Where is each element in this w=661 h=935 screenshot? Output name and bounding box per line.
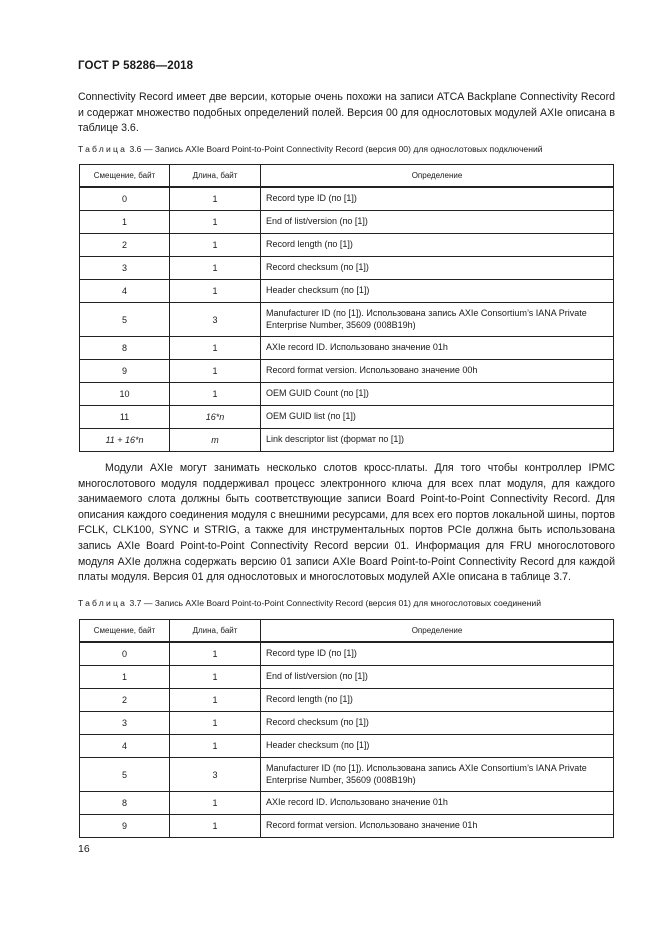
page-number: 16 — [78, 843, 90, 855]
header-length: Длина, байт — [170, 620, 261, 643]
cell-length: 1 — [170, 337, 261, 360]
cell-offset: 2 — [80, 689, 170, 712]
table-row — [80, 429, 614, 452]
cell-definition: Manufacturer ID (по [1]). Использована запись AXIe Consortium’s IANA Private Enterprise Number, 35609 (008B19h) — [261, 758, 614, 792]
table-row — [80, 383, 614, 406]
cell-offset: 4 — [80, 280, 170, 303]
table-row — [80, 758, 614, 792]
cell-definition: Record length (по [1]) — [261, 234, 614, 257]
cell-offset: 11 + 16*n — [80, 429, 170, 452]
cell-definition: Header checksum (по [1]) — [261, 735, 614, 758]
cell-offset: 5 — [80, 303, 170, 337]
table-row — [80, 280, 614, 303]
header-definition: Определение — [261, 620, 614, 643]
cell-length: 1 — [170, 735, 261, 758]
cell-definition: Link descriptor list (формат по [1]) — [261, 429, 614, 452]
table-caption-text: 3.6 — Запись AXIe Board Point-to-Point Connectivity Record (версия 00) для однослотовых подключений — [127, 144, 543, 154]
header-definition: Определение — [261, 165, 614, 188]
cell-definition: Record length (по [1]) — [261, 689, 614, 712]
cell-definition: OEM GUID list (по [1]) — [261, 406, 614, 429]
cell-definition: OEM GUID Count (по [1]) — [261, 383, 614, 406]
table-header-row — [80, 165, 614, 188]
table-row — [80, 406, 614, 429]
paragraph-intro-text: Connectivity Record имеет две версии, которые очень похожи на записи ATCA Backplane Connectivity Record и содержат множество подобных определений полей. Версия 00 для однослотовых модулей AXIe описана в таблице 3.6. — [78, 91, 615, 135]
cell-offset: 0 — [80, 187, 170, 211]
cell-offset: 9 — [80, 815, 170, 838]
cell-offset: 1 — [80, 211, 170, 234]
table-row — [80, 337, 614, 360]
cell-offset: 0 — [80, 642, 170, 666]
cell-offset: 8 — [80, 337, 170, 360]
cell-offset: 10 — [80, 383, 170, 406]
table-3-6 — [79, 164, 614, 452]
header-offset: Смещение, байт — [80, 620, 170, 643]
cell-offset: 3 — [80, 257, 170, 280]
cell-definition: Manufacturer ID (по [1]). Использована запись AXIe Consortium’s IANA Private Enterprise Number, 35609 (008B19h) — [261, 303, 614, 337]
table-row — [80, 815, 614, 838]
cell-offset: 11 — [80, 406, 170, 429]
cell-length: 1 — [170, 815, 261, 838]
cell-offset: 4 — [80, 735, 170, 758]
cell-length: 1 — [170, 257, 261, 280]
cell-definition: AXIe record ID. Использовано значение 01h — [261, 337, 614, 360]
table-row — [80, 792, 614, 815]
cell-offset: 2 — [80, 234, 170, 257]
cell-definition: Header checksum (по [1]) — [261, 280, 614, 303]
cell-length: 1 — [170, 234, 261, 257]
cell-offset: 3 — [80, 712, 170, 735]
header-length: Длина, байт — [170, 165, 261, 188]
table-row — [80, 712, 614, 735]
document-header: ГОСТ Р 58286—2018 — [78, 60, 194, 72]
table-row — [80, 187, 614, 211]
cell-length: 3 — [170, 758, 261, 792]
table-row — [80, 303, 614, 337]
cell-length: 3 — [170, 303, 261, 337]
cell-length: 1 — [170, 187, 261, 211]
table-row — [80, 234, 614, 257]
table-row — [80, 360, 614, 383]
cell-definition: End of list/version (по [1]) — [261, 211, 614, 234]
cell-length: 1 — [170, 383, 261, 406]
paragraph-multislot — [78, 461, 615, 586]
table-3-6-caption — [78, 144, 618, 154]
cell-length: 16*n — [170, 406, 261, 429]
table-row — [80, 211, 614, 234]
table-3-7 — [79, 619, 614, 838]
cell-offset: 1 — [80, 666, 170, 689]
table-row — [80, 642, 614, 666]
cell-length: 1 — [170, 792, 261, 815]
paragraph-intro — [78, 90, 615, 137]
table-caption-label: Таблица — [78, 598, 128, 608]
cell-definition: End of list/version (по [1]) — [261, 666, 614, 689]
cell-length: 1 — [170, 642, 261, 666]
cell-offset: 5 — [80, 758, 170, 792]
table-3-7-caption — [78, 598, 618, 608]
cell-definition: Record checksum (по [1]) — [261, 712, 614, 735]
table-caption-label: Таблица — [78, 144, 128, 154]
table-caption-text: 3.7 — Запись AXIe Board Point-to-Point Connectivity Record (версия 01) для многослотовых соединений — [127, 598, 542, 608]
table-header-row — [80, 620, 614, 643]
cell-length: 1 — [170, 689, 261, 712]
table-row — [80, 666, 614, 689]
cell-definition: Record format version. Использовано значение 01h — [261, 815, 614, 838]
cell-definition: Record format version. Использовано значение 00h — [261, 360, 614, 383]
cell-definition: Record type ID (по [1]) — [261, 642, 614, 666]
paragraph-multislot-text: Модули AXIe могут занимать несколько слотов кросс-платы. Для того чтобы контроллер IPMC многослотового модуля поддерживал процесс электронного ключа для всех плат модуля, для каждого занимаемого слота должны быть соответствующие записи Board Point-to-Point Connectivity Record. Для описания каждого соединения модуля с внешними ресурсами, для всех его портов локальной шины, портов FCLK, CLK100, SYNC и STRIG, а также для инструментальных портов PCIe должна быть использована запись AXIe Board Point-to-Point Connectivity Record версии 01. Информация для FRU многослотового модуля AXIe должна содержать версию 01 записи AXIe Board Point-to-Point Connectivity Record для каждой платы модуля. Версия 01 для однослотовых и многослотовых модулей AXIe описана в таблице 3.7. — [78, 462, 615, 584]
cell-definition: Record checksum (по [1]) — [261, 257, 614, 280]
table-row — [80, 735, 614, 758]
cell-offset: 9 — [80, 360, 170, 383]
table-row — [80, 689, 614, 712]
cell-length: 1 — [170, 666, 261, 689]
cell-length: 1 — [170, 211, 261, 234]
cell-definition: Record type ID (по [1]) — [261, 187, 614, 211]
cell-length: 1 — [170, 712, 261, 735]
header-offset: Смещение, байт — [80, 165, 170, 188]
cell-length: 1 — [170, 360, 261, 383]
table-row — [80, 257, 614, 280]
cell-length: m — [170, 429, 261, 452]
cell-definition: AXIe record ID. Использовано значение 01h — [261, 792, 614, 815]
cell-length: 1 — [170, 280, 261, 303]
cell-offset: 8 — [80, 792, 170, 815]
